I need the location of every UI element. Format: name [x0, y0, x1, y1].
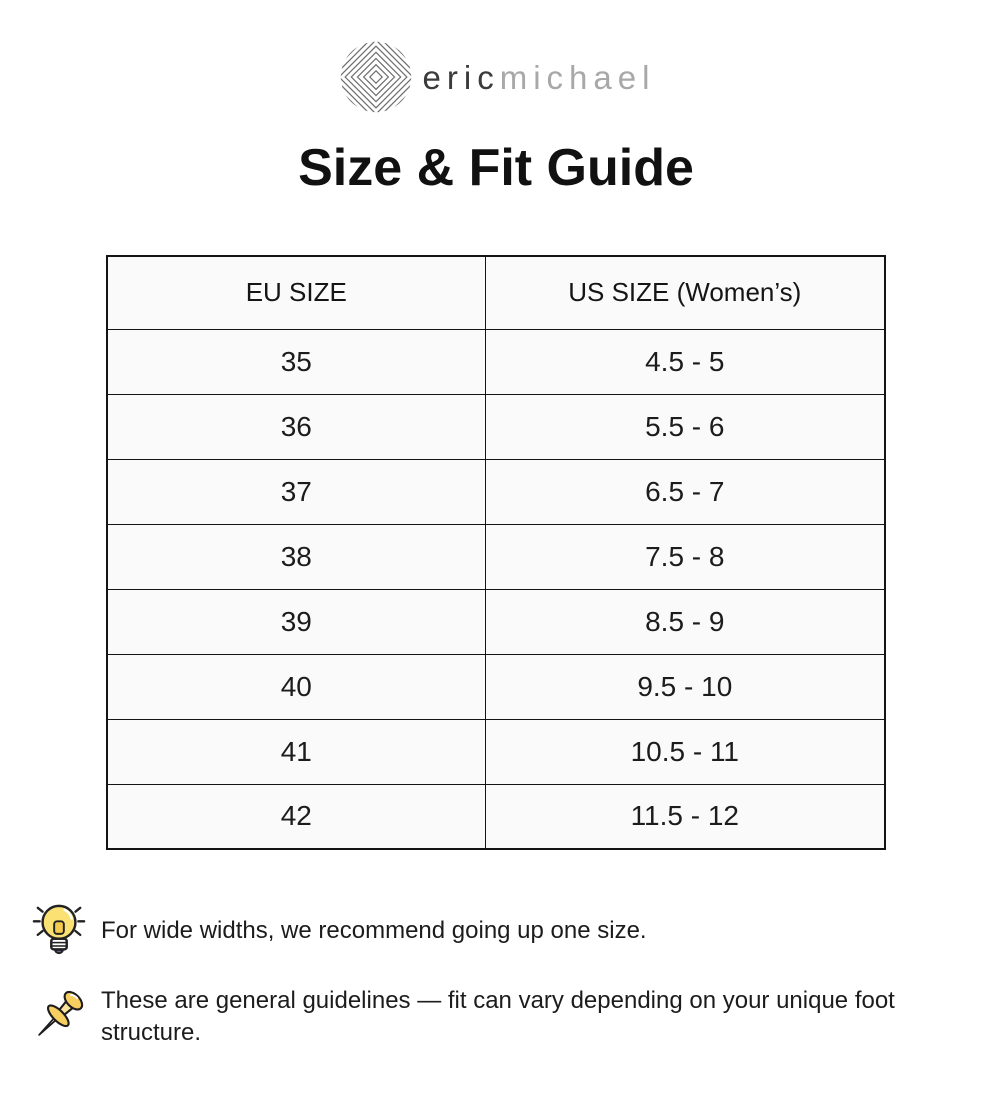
us-size-header: US SIZE (Women’s): [485, 256, 885, 329]
guidelines-note: [30, 984, 962, 1050]
us-size-cell: 10.5 - 11: [485, 719, 885, 784]
brand-name-primary: eric: [422, 58, 500, 96]
brand-logo: [0, 0, 992, 114]
eu-size-cell: 35: [107, 329, 485, 394]
table-row: [107, 719, 885, 784]
table-row: [107, 654, 885, 719]
table-header-row: [107, 256, 885, 329]
eu-size-cell: 39: [107, 589, 485, 654]
table-row: [107, 329, 885, 394]
table-row: [107, 589, 885, 654]
table-row: [107, 784, 885, 849]
us-size-cell: 8.5 - 9: [485, 589, 885, 654]
page-title: Size & Fit Guide: [298, 139, 694, 197]
eu-size-cell: 38: [107, 524, 485, 589]
eu-size-cell: 40: [107, 654, 485, 719]
us-size-cell: 5.5 - 6: [485, 394, 885, 459]
wide-width-note-text: For wide widths, we recommend going up one size.: [101, 917, 647, 945]
brand-wordmark: [422, 58, 656, 96]
us-size-cell: 9.5 - 10: [485, 654, 885, 719]
table-row: [107, 394, 885, 459]
eu-size-header: EU SIZE: [107, 256, 485, 329]
us-size-cell: 6.5 - 7: [485, 459, 885, 524]
guidelines-note-text: These are general guidelines — fit can vary depending on your unique foot structure.: [101, 987, 895, 1047]
eu-size-cell: 42: [107, 784, 485, 849]
eu-size-cell: 37: [107, 459, 485, 524]
brand-diamond-icon: [337, 40, 415, 114]
eu-size-cell: 36: [107, 394, 485, 459]
lightbulb-icon: [30, 898, 88, 964]
pushpin-icon: [30, 984, 88, 1050]
table-row: [107, 459, 885, 524]
us-size-cell: 7.5 - 8: [485, 524, 885, 589]
wide-width-note: [30, 898, 962, 964]
size-table: [106, 255, 886, 850]
eu-size-cell: 41: [107, 719, 485, 784]
table-row: [107, 524, 885, 589]
us-size-cell: 4.5 - 5: [485, 329, 885, 394]
footnotes: [30, 898, 962, 1050]
brand-name-secondary: michael: [499, 58, 656, 96]
us-size-cell: 11.5 - 12: [485, 784, 885, 849]
